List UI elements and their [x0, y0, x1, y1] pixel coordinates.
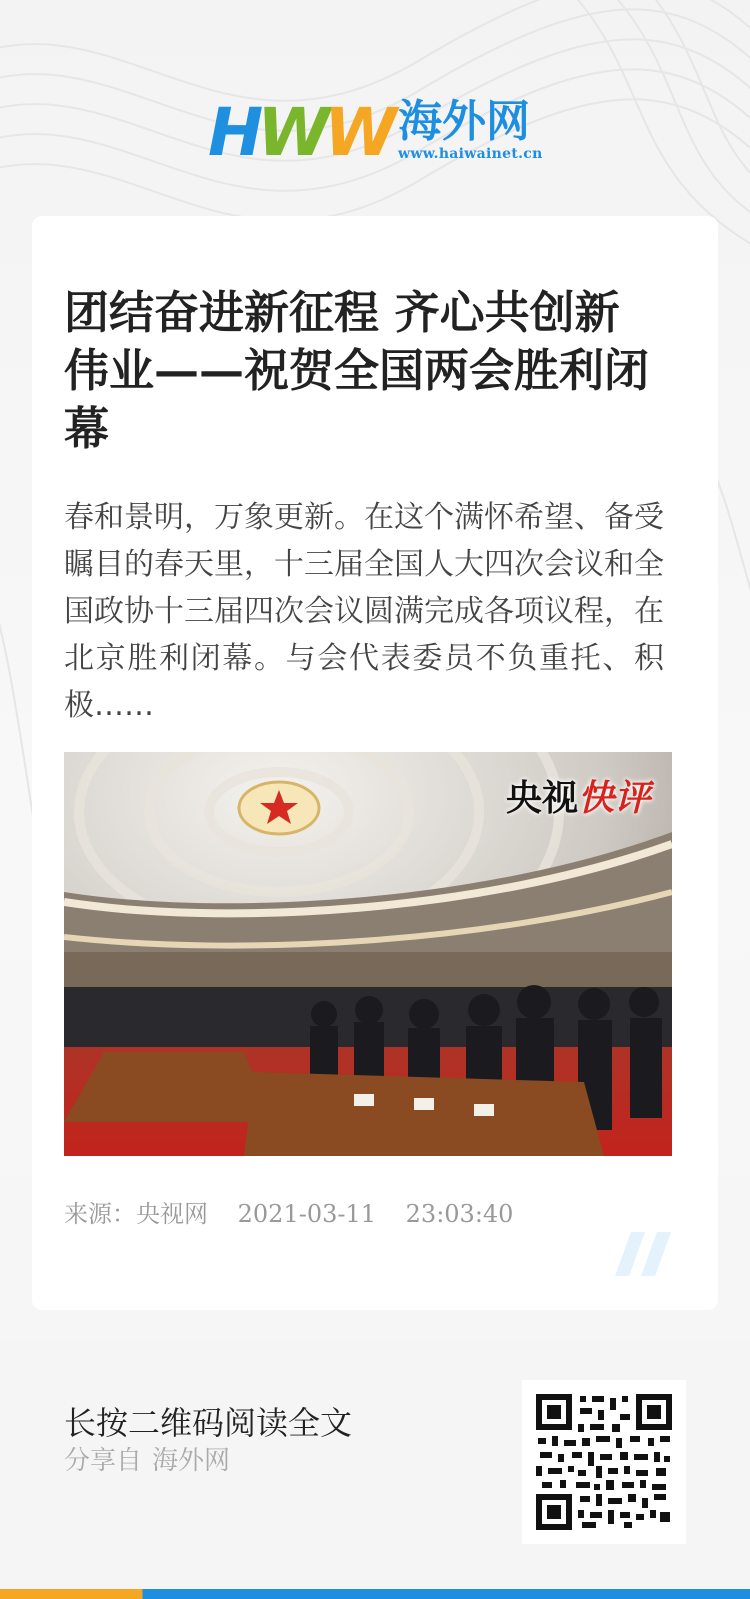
logo-letter-w1: W	[257, 94, 325, 171]
share-source	[64, 1440, 230, 1477]
article-meta	[64, 1194, 535, 1229]
qr-instruction: 长按二维码阅读全文	[64, 1404, 353, 1442]
share-footer	[0, 1340, 750, 1599]
brand-color-bar	[0, 1589, 750, 1599]
article-card[interactable]	[32, 216, 718, 1310]
logo-name: 海外网	[398, 96, 530, 147]
logo-url: www.haiwainet.cn	[398, 146, 543, 162]
publish-time: 23:03:40	[405, 1200, 514, 1228]
hero-badge	[506, 770, 650, 821]
site-logo	[208, 94, 548, 171]
share-site: 海外网	[152, 1446, 231, 1476]
share-prefix: 分享自	[64, 1446, 143, 1476]
logo-mark	[208, 94, 391, 171]
source-label: 来源：央视网	[64, 1200, 208, 1228]
qr-code[interactable]	[522, 1380, 686, 1544]
qr-code-pattern	[536, 1394, 672, 1530]
hero-badge-review: 快评	[577, 778, 650, 819]
hero-badge-cctv: 央视	[505, 778, 578, 819]
article-summary: 春和景明，万象更新。在这个满怀希望、备受瞩目的春天里，十三届全国人大四次会议和全国政协十三届四次会议圆满完成各项议程，在北京胜利闭幕。与会代表委员不负重托、积极……	[64, 500, 664, 723]
logo-letter-w2: W	[324, 94, 391, 171]
article-hero-image[interactable]	[64, 752, 672, 1156]
article-title: 团结奋进新征程 齐心共创新伟业——祝贺全国两会胜利闭幕	[64, 286, 650, 455]
quote-slash-icon	[615, 1232, 675, 1276]
logo-letter-h: H	[208, 94, 258, 171]
publish-date: 2021-03-11	[237, 1200, 377, 1228]
